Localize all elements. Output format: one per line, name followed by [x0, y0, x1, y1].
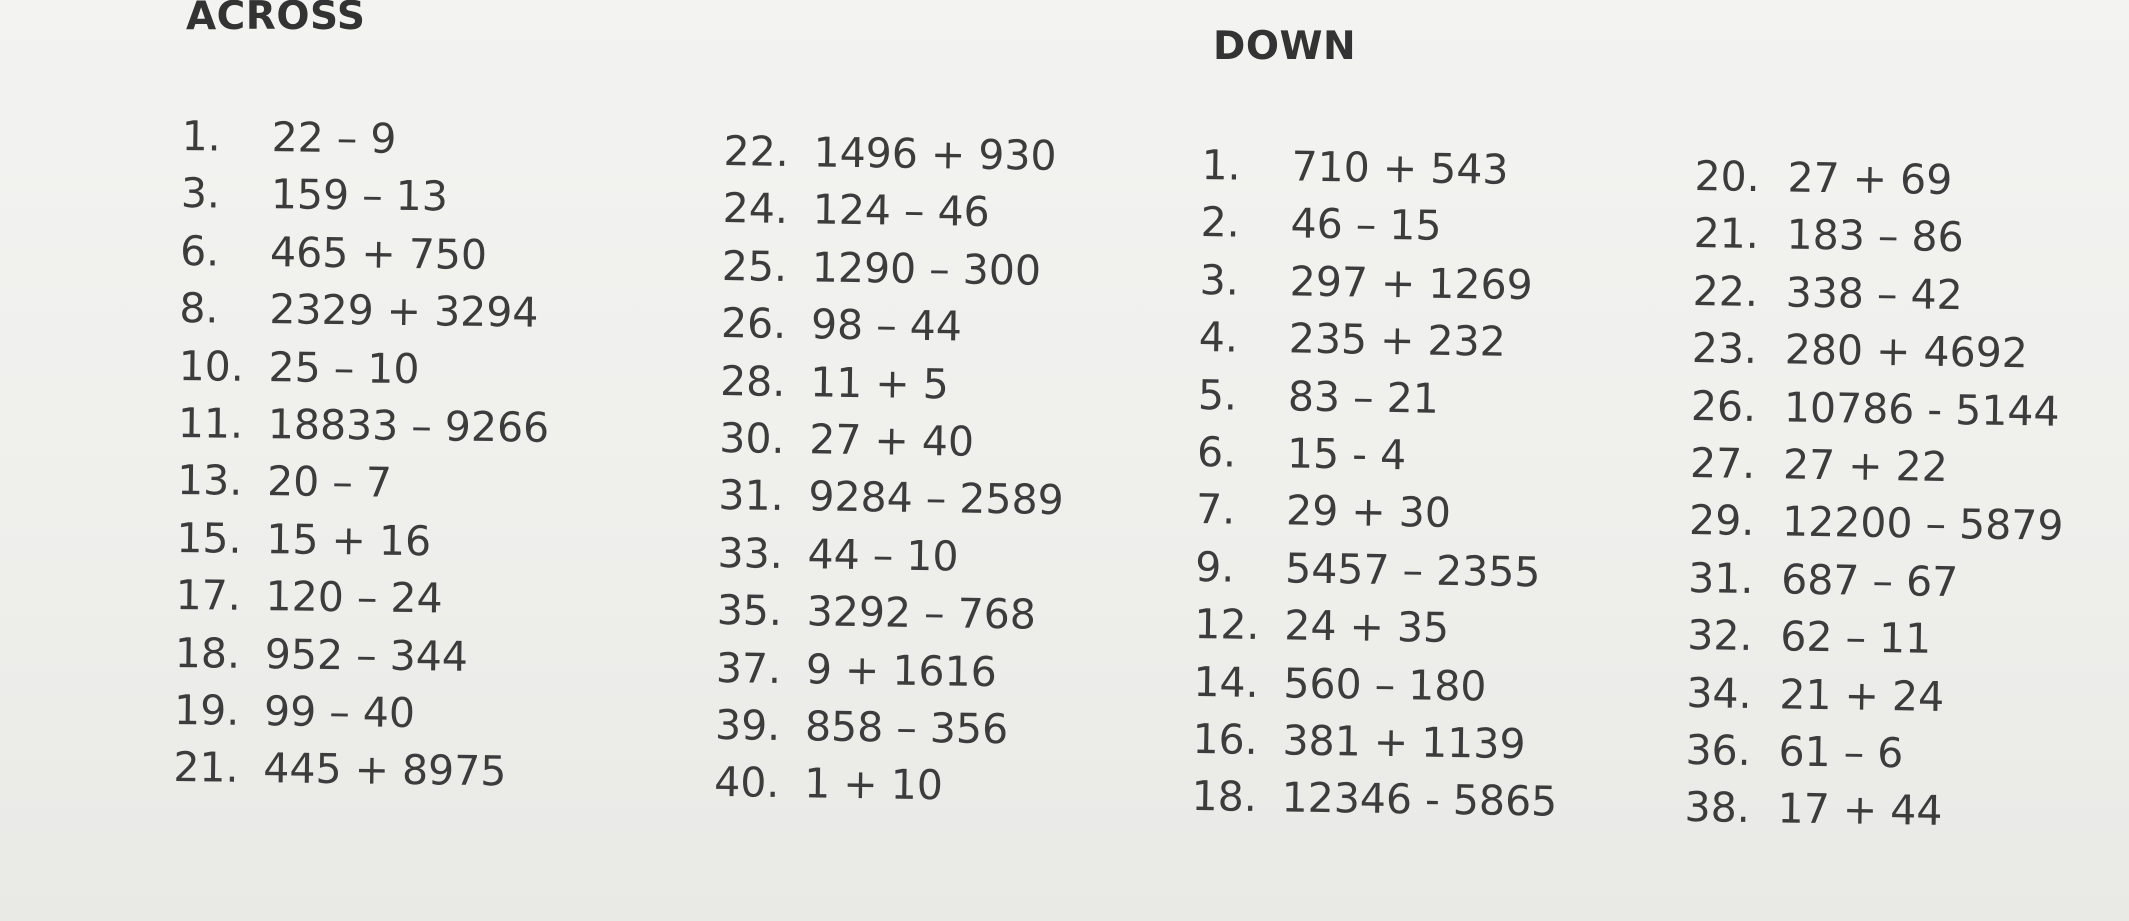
clue-expression: 1496 + 930	[813, 128, 1057, 180]
clue-expression: 858 – 356	[804, 702, 1009, 754]
clue-number: 40.	[713, 758, 780, 808]
clue-item	[721, 295, 1067, 358]
clue-number: 35.	[716, 586, 783, 636]
clue-expression: 15 - 4	[1286, 429, 1407, 480]
clue-number: 20.	[1694, 151, 1761, 202]
clue-item	[1196, 481, 1562, 544]
clue-expression: 21 + 24	[1779, 669, 1945, 721]
clue-item	[1197, 367, 1563, 430]
clue-expression: 280 + 4692	[1784, 325, 2029, 378]
clue-item	[1200, 194, 1566, 257]
clue-expression: 1290 – 300	[811, 243, 1042, 295]
clue-item	[720, 353, 1066, 416]
clue-number: 25.	[721, 241, 788, 291]
clue-item	[718, 467, 1064, 530]
clue-expression: 120 – 24	[265, 572, 443, 623]
clue-number: 37.	[715, 643, 782, 693]
clue-number: 22.	[1692, 266, 1759, 316]
clue-item	[1690, 378, 2065, 441]
across-heading: ACROSS	[186, 0, 366, 39]
clue-item	[722, 180, 1068, 243]
clue-item	[723, 123, 1069, 186]
clue-expression: 183 – 86	[1786, 210, 1965, 262]
clue-number: 10.	[178, 341, 245, 391]
clue-number: 14.	[1193, 657, 1260, 707]
clue-expression: 27 + 69	[1787, 153, 1953, 205]
clue-item	[173, 739, 545, 801]
clue-number: 31.	[718, 471, 785, 521]
clue-item	[1193, 653, 1559, 716]
clue-number: 11.	[177, 398, 244, 448]
clue-item	[715, 639, 1061, 702]
clue-number: 29.	[1688, 496, 1755, 546]
clue-number: 15.	[176, 513, 242, 563]
clue-expression: 12200 – 5879	[1781, 497, 2064, 551]
clue-number: 19.	[173, 685, 240, 735]
clue-item	[174, 624, 546, 686]
clue-number: 16.	[1192, 714, 1259, 764]
clue-number: 22.	[723, 126, 790, 176]
clue-item	[1693, 205, 2068, 268]
clue-item	[1691, 320, 2066, 383]
across-clue-list-column-2	[714, 123, 1069, 817]
clue-item	[180, 223, 552, 285]
clue-item	[1195, 539, 1561, 602]
clue-expression: 98 – 44	[810, 300, 963, 351]
clue-expression: 99 – 40	[263, 687, 416, 738]
clue-number: 1.	[1201, 140, 1242, 190]
clue-expression: 338 – 42	[1785, 268, 1964, 320]
clue-expression: 24 + 35	[1283, 601, 1450, 653]
clue-item	[1688, 550, 2063, 613]
clue-number: 9.	[1194, 542, 1235, 592]
clue-expression: 62 – 11	[1779, 612, 1932, 663]
clue-item	[1192, 711, 1558, 774]
clue-number: 18.	[174, 628, 241, 678]
clue-number: 39.	[714, 700, 781, 750]
across-clue-list-column-1	[173, 108, 553, 801]
clue-expression: 124 – 46	[812, 185, 991, 237]
clue-expression: 1 + 10	[803, 759, 944, 810]
down-heading: DOWN	[1213, 24, 1357, 69]
clue-expression: 11 + 5	[809, 357, 950, 408]
clue-number: 24.	[722, 184, 789, 234]
clue-expression: 27 + 40	[808, 415, 975, 466]
clue-item	[1687, 607, 2062, 670]
clue-number: 6.	[179, 226, 220, 276]
clue-number: 5.	[1197, 370, 1238, 420]
clue-item	[1685, 722, 2060, 785]
clue-item	[715, 697, 1061, 760]
clue-item	[178, 338, 550, 400]
clue-expression: 46 – 15	[1290, 199, 1442, 251]
clue-number: 1.	[181, 111, 222, 161]
clue-number: 8.	[179, 284, 219, 333]
clue-number: 23.	[1691, 324, 1758, 374]
clue-number: 26.	[720, 299, 787, 349]
clue-item	[1198, 309, 1564, 372]
clue-expression: 5457 – 2355	[1284, 544, 1541, 597]
clue-number: 13.	[176, 456, 243, 506]
clue-item	[176, 510, 548, 572]
clue-number: 34.	[1686, 668, 1753, 718]
clue-expression: 29 + 30	[1285, 486, 1452, 538]
down-clue-list-column-2	[1684, 148, 2069, 842]
clue-expression: 10786 - 5144	[1783, 382, 2060, 436]
clue-number: 7.	[1195, 485, 1236, 534]
clue-number: 12.	[1193, 600, 1260, 650]
clue-number: 28.	[719, 356, 786, 406]
down-clue-list-column-1	[1191, 137, 1567, 831]
clue-item	[1191, 768, 1557, 831]
clue-expression: 952 – 344	[264, 629, 469, 681]
clue-expression: 44 – 10	[807, 530, 959, 581]
clue-expression: 18833 – 9266	[267, 400, 550, 452]
clue-number: 30.	[718, 413, 785, 463]
clue-expression: 9 + 1616	[805, 644, 998, 696]
clue-number: 36.	[1685, 725, 1752, 775]
clue-number: 26.	[1690, 381, 1757, 431]
clue-item	[177, 395, 549, 457]
clue-expression: 445 + 8975	[263, 744, 507, 796]
clue-item	[1194, 596, 1560, 659]
clue-item	[181, 108, 553, 170]
clue-expression: 560 – 180	[1283, 658, 1487, 711]
clue-item	[719, 410, 1065, 473]
clue-expression: 61 – 6	[1778, 727, 1904, 778]
clue-item	[177, 452, 549, 514]
clue-number: 27.	[1689, 438, 1756, 488]
clue-expression: 15 + 16	[266, 514, 432, 566]
clue-number: 32.	[1686, 611, 1753, 661]
clue-expression: 381 + 1139	[1282, 716, 1526, 769]
clue-expression: 17 + 44	[1777, 784, 1943, 836]
clue-expression: 9284 – 2589	[808, 472, 1065, 525]
clue-expression: 20 – 7	[266, 457, 393, 508]
clue-item	[714, 754, 1060, 817]
clue-number: 18.	[1191, 772, 1258, 822]
clue-item	[1690, 435, 2065, 498]
clue-item	[179, 280, 551, 342]
clue-expression: 710 + 543	[1291, 142, 1509, 194]
clue-item	[716, 582, 1062, 645]
clue-number: 21.	[173, 743, 239, 793]
clue-expression: 687 – 67	[1780, 555, 1959, 606]
clue-expression: 465 + 750	[269, 227, 488, 279]
clue-number: 31.	[1687, 553, 1754, 603]
clue-expression: 297 + 1269	[1289, 257, 1534, 309]
clue-expression: 235 + 232	[1288, 314, 1507, 366]
clue-expression: 159 – 13	[270, 170, 449, 221]
clue-expression: 2329 + 3294	[269, 285, 539, 337]
clue-number: 17.	[175, 571, 242, 620]
clue-item	[1199, 252, 1565, 315]
clue-number: 6.	[1196, 427, 1237, 477]
clue-item	[175, 567, 547, 629]
clue-item	[721, 238, 1067, 301]
clue-expression: 83 – 21	[1287, 371, 1440, 423]
clue-item	[1689, 492, 2064, 555]
clue-expression: 3292 – 768	[806, 587, 1037, 639]
clue-expression: 25 – 10	[268, 342, 420, 393]
clue-number: 3.	[1199, 255, 1240, 305]
clue-item	[1197, 424, 1563, 487]
clue-expression: 12346 - 5865	[1281, 773, 1558, 826]
clue-expression: 27 + 22	[1782, 440, 1949, 491]
clue-item	[1694, 148, 2069, 211]
clue-item	[174, 682, 546, 744]
clue-expression: 22 – 9	[271, 113, 397, 163]
clue-number: 4.	[1198, 313, 1239, 362]
clue-number: 38.	[1684, 783, 1751, 833]
clue-number: 33.	[717, 528, 784, 578]
clue-item	[180, 165, 552, 227]
clue-item	[717, 525, 1063, 588]
clue-number: 2.	[1200, 198, 1241, 247]
clue-number: 3.	[180, 169, 221, 218]
clue-item	[1686, 664, 2061, 727]
clue-item	[1684, 779, 2059, 842]
clue-item	[1692, 263, 2067, 326]
clue-item	[1201, 137, 1567, 200]
clue-number: 21.	[1693, 209, 1760, 259]
